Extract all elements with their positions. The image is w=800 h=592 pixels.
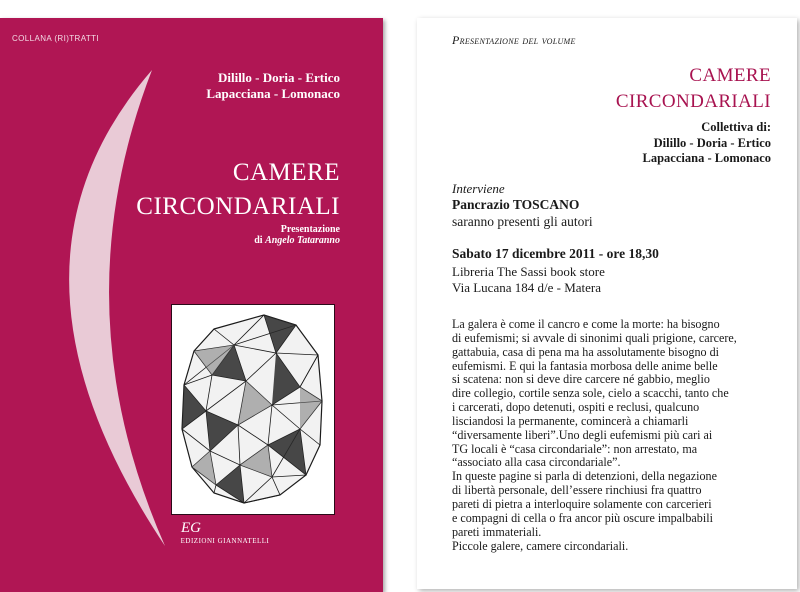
cover-authors-line: Dilillo - Doria - Ertico (217, 70, 340, 85)
description-line: Piccole galere, camere circondariali. (452, 538, 629, 553)
description-line: dire collegio, cortile senza sole, cielo a scacchi, tanto che (452, 386, 729, 401)
cover-authors-line: Lapacciana - Lomonaco (206, 86, 340, 101)
cover-introduction (254, 224, 340, 246)
cover-title-line: CIRCONDARIALI (136, 193, 340, 220)
event-date: Sabato 17 dicembre 2011 - ore 18,30 (452, 246, 659, 261)
intro-author: Angelo Tataranno (265, 235, 340, 246)
intervention-label: Interviene (452, 181, 505, 196)
cover-title (136, 156, 340, 224)
description-line: eufemismi. E qui la fantasia morbosa delle anime belle (452, 358, 718, 373)
intro-label: Presentazione (280, 224, 340, 235)
description-line: “associato alla casa circondariale”. (452, 455, 621, 470)
description-line: In queste pagine si parla di detenzioni, della negazione (452, 469, 717, 484)
description-line: gattabuia, casa di pena ma ha assolutamente bisogno di (452, 344, 719, 359)
invitation-heading: Presentazione del volume (452, 33, 576, 47)
authors-present-note: saranno presenti gli autori (452, 214, 593, 229)
event-venue: Libreria The Sassi book store (452, 264, 605, 279)
collective-authors-line: Dilillo - Doria - Ertico (653, 135, 771, 150)
description-line: di libertà personale, dell’essere rinchiusi fra quattro (452, 483, 702, 498)
speaker-name: Pancrazio TOSCANO (452, 197, 580, 212)
description-line: e compagni di cella o fra ancor più oscure impalbabili (452, 510, 713, 525)
invitation-title-line: CIRCONDARIALI (615, 91, 771, 112)
collective-label: Collettiva di: (701, 120, 771, 134)
cover-authors (206, 70, 340, 102)
event-address: Via Lucana 184 d/e - Matera (452, 280, 602, 295)
description-line: TG locali è “casa circondariale”: non arrestato, ma (452, 441, 698, 456)
series-name: COLLANA (RI)TRATTI (12, 34, 100, 43)
publisher-logo-icon (178, 517, 204, 537)
book-cover (0, 18, 383, 592)
cover-title-line: CAMERE (232, 159, 340, 186)
description-line: di eufemismi; si avvale di sinonimi quali prigione, carcere, (452, 330, 737, 345)
description-line: pareti di pietra a interloquire solamente con carcerieri (452, 496, 712, 511)
geodesic-sphere-illustration (171, 304, 335, 515)
description-text (452, 318, 792, 553)
description-line: si scatena: non si deve dire carcere né gabbio, meglio (452, 372, 710, 387)
collective-authors-line: Lapacciana - Lomonaco (642, 151, 771, 165)
description-line: “diversamente liberi”.Uno degli eufemismi più cari ai (452, 427, 713, 442)
invitation-card (417, 18, 797, 589)
intro-author-line (254, 235, 340, 246)
invitation-title (616, 63, 771, 115)
description-line: pareti immateriali. (452, 524, 542, 539)
svg-text:EG: EG (181, 520, 201, 536)
invitation-title-line: CAMERE (689, 65, 771, 86)
collective-authors (643, 120, 771, 167)
description-line: i carcerati, dopo detenuti, ospiti e reclusi, qualcuno (452, 400, 700, 415)
publisher-name: EDIZIONI GIANNATELLI (180, 537, 270, 545)
description-line: La galera è come il cancro e come la morte: ha bisogno (452, 317, 720, 331)
intro-prefix: di (254, 235, 263, 246)
description-line: lisciandosi la permanente, comincerà a chiamarli (452, 413, 689, 428)
